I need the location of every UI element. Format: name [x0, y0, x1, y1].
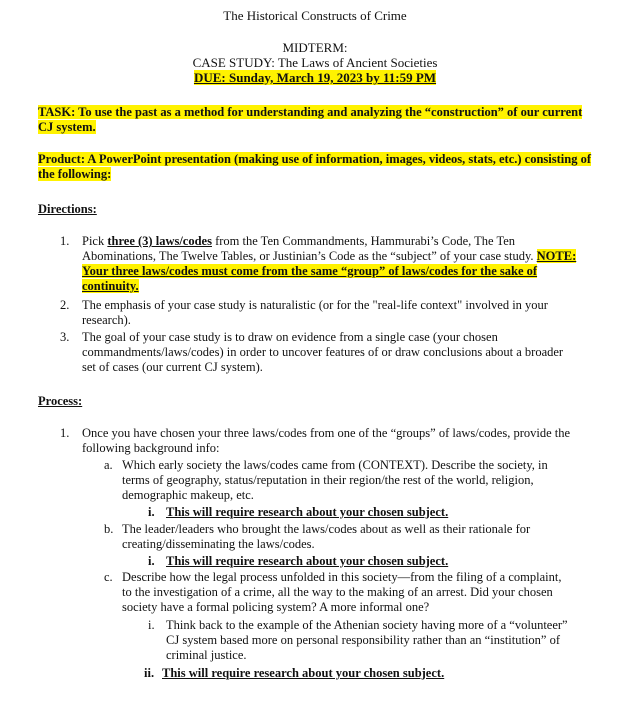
list-roman: i.: [148, 618, 155, 632]
list-roman: ii.: [144, 666, 155, 680]
list-number: 1.: [60, 234, 70, 248]
process-sub-b-i: [148, 554, 568, 569]
list-text: Think back to the example of the Athenian society having more of a “volunteer” CJ system based more on personal responsibility rather than an “institution” of criminal justice.: [166, 618, 568, 662]
list-text: Once you have chosen your three laws/codes from one of the “groups” of laws/codes, provide the following background info:: [82, 426, 571, 455]
research-note: This will require research about your chosen subject.: [162, 666, 445, 680]
process-heading: Process:: [38, 394, 83, 408]
document-title: The Historical Constructs of Crime: [223, 8, 407, 23]
product-statement: [38, 152, 598, 182]
research-note: This will require research about your chosen subject.: [166, 505, 449, 519]
item-text-post: from the Ten Commandments, Hammurabi’s Code, The Ten Abominations, The Twelve Tables, or Justinian’s Code as the “subject” of your case study.: [82, 234, 537, 263]
research-note: This will require research about your chosen subject.: [166, 554, 449, 568]
due-date: DUE: Sunday, March 19, 2023 by 11:59 PM: [193, 70, 437, 85]
list-letter: c.: [104, 570, 113, 584]
list-number: 1.: [60, 426, 70, 440]
list-text: [82, 234, 580, 294]
case-study-label: CASE STUDY: The Laws of Ancient Societies: [192, 55, 438, 70]
item-text-emphasis: three (3) laws/codes: [107, 234, 212, 248]
task-statement: [38, 105, 598, 135]
midterm-label: MIDTERM:: [282, 40, 348, 55]
process-sub-c-i: [148, 618, 578, 663]
process-sub-a: [104, 458, 574, 503]
item-text-pre: Pick: [82, 234, 108, 248]
continuity-note: NOTE: Your three laws/codes must come from the same “group” of laws/codes for the sake of continuity.: [82, 249, 577, 293]
header-block: [0, 40, 630, 85]
due-line-wrap: [0, 70, 630, 85]
process-item-1: [60, 426, 580, 456]
list-text: Which early society the laws/codes came from (CONTEXT). Describe the society, in terms of geography, status/reputation in their region/the rest of the world, religion, demographic makeup, etc.: [122, 458, 548, 502]
list-number: 3.: [60, 330, 70, 344]
list-text: The leader/leaders who brought the laws/codes about as well as their rationale for creating/disseminating the laws/codes.: [122, 522, 531, 551]
directions-heading: Directions:: [38, 202, 97, 216]
directions-item-2: [60, 298, 580, 328]
list-letter: b.: [104, 522, 114, 536]
process-sub-c-ii: [144, 666, 574, 681]
directions-item-1: [60, 234, 580, 294]
list-roman: i.: [148, 554, 155, 568]
list-text: Describe how the legal process unfolded in this society—from the filing of a complaint, to the investigation of a crime, all the way to the making of an arrest. Did your chosen society have a formal policing system? A more informal one?: [122, 570, 562, 614]
process-sub-c: [104, 570, 574, 615]
list-number: 2.: [60, 298, 70, 312]
list-text: The goal of your case study is to draw on evidence from a single case (your chosen commandments/laws/codes) in order to uncover features of or draw conclusions about a broader set of cases (our current CJ system).: [82, 330, 564, 374]
process-sub-b: [104, 522, 574, 552]
list-letter: a.: [104, 458, 113, 472]
list-text: The emphasis of your case study is naturalistic (or for the "real-life context" involved in your research).: [82, 298, 548, 327]
directions-item-3: [60, 330, 580, 375]
task-text: TASK: To use the past as a method for understanding and analyzing the “construction” of our current CJ system.: [38, 105, 583, 134]
list-roman: i.: [148, 505, 155, 519]
product-text: Product: A PowerPoint presentation (making use of information, images, videos, stats, etc.) consisting of the following:: [38, 152, 591, 181]
process-sub-a-i: [148, 505, 568, 520]
